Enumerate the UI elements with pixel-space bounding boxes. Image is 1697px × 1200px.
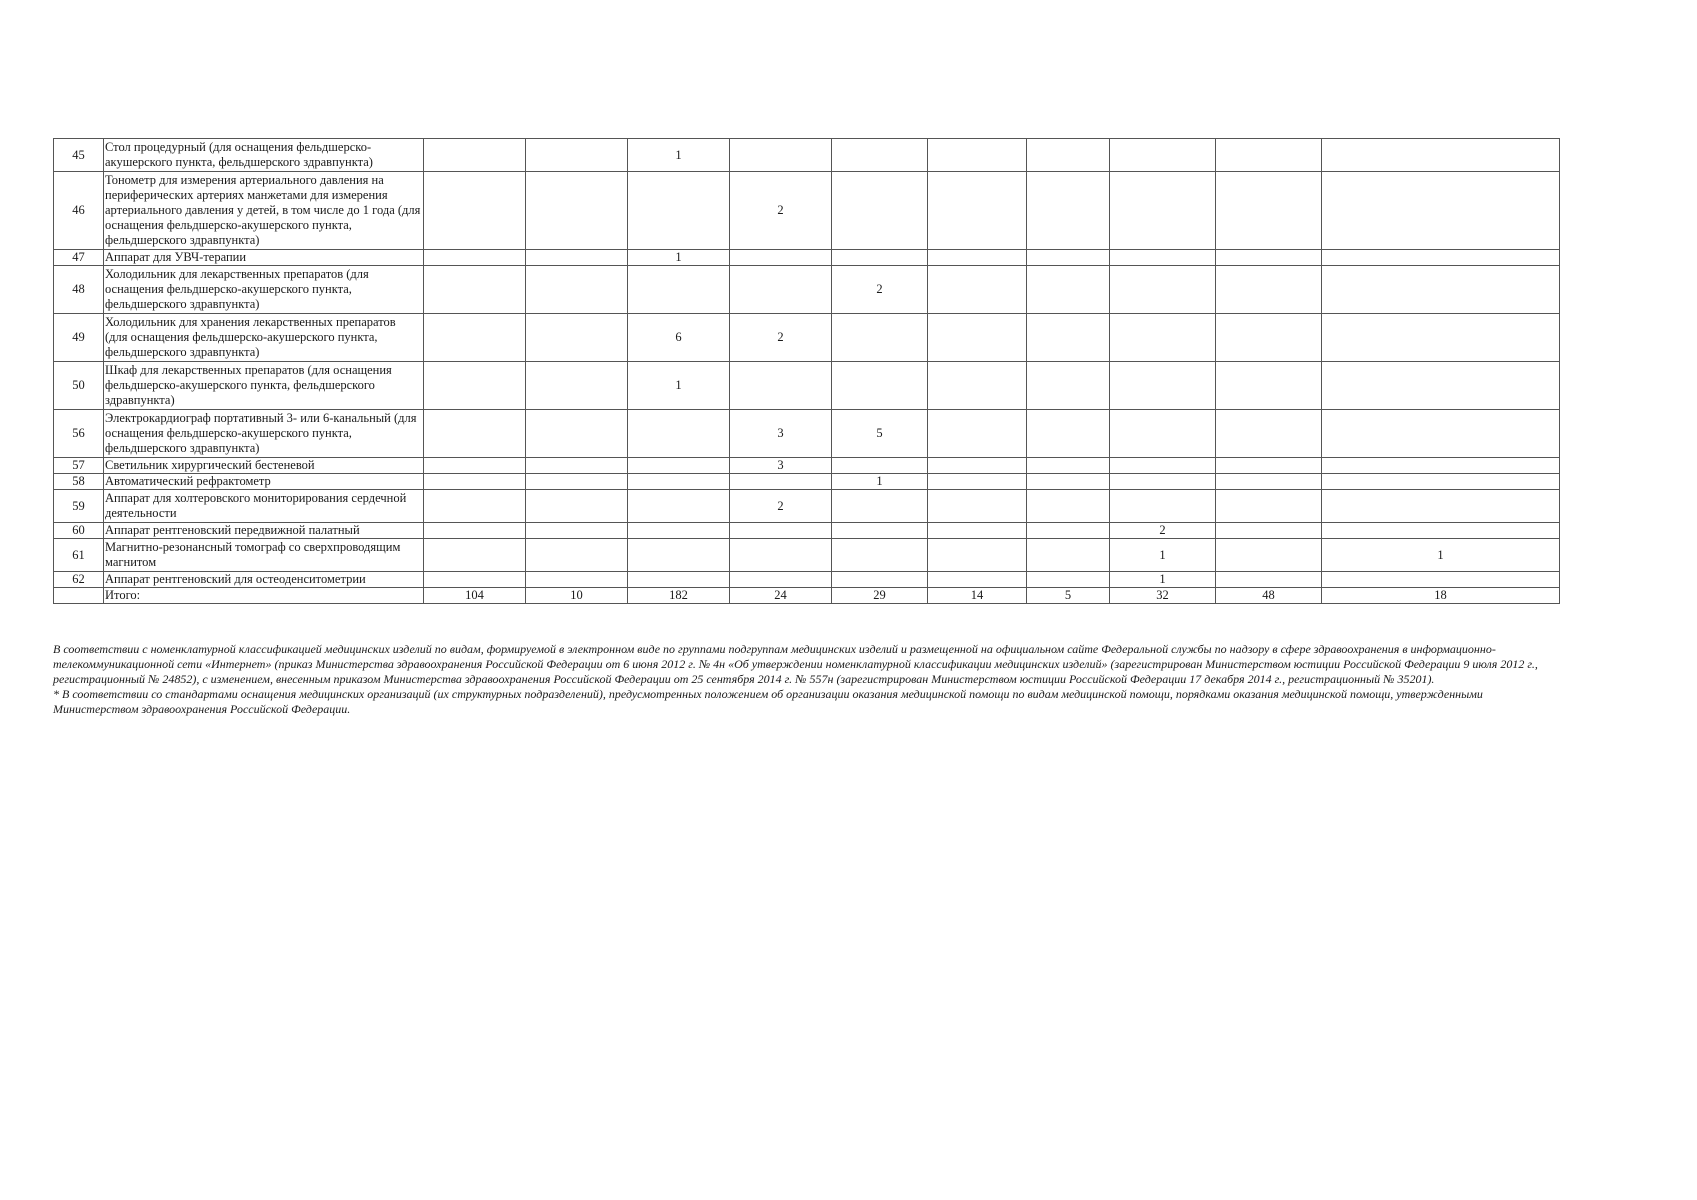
quantity-cell [730,139,832,172]
total-cell: 5 [1027,588,1110,604]
quantity-cell [832,362,928,410]
quantity-cell [928,172,1027,250]
quantity-cell [1110,474,1216,490]
table-row [54,490,1560,523]
quantity-cell [628,523,730,539]
quantity-cell [1216,314,1322,362]
quantity-cell [1110,362,1216,410]
quantity-cell [1322,458,1560,474]
table-row [54,572,1560,588]
quantity-cell [832,539,928,572]
row-number: 56 [54,410,104,458]
quantity-cell [1216,266,1322,314]
quantity-cell [1027,139,1110,172]
quantity-cell [1216,139,1322,172]
row-number: 60 [54,523,104,539]
equipment-name: Аппарат рентгеновский для остеоденситометрии [104,572,424,588]
quantity-cell [526,410,628,458]
quantity-cell [1322,490,1560,523]
quantity-cell [928,139,1027,172]
quantity-cell [1322,266,1560,314]
table-row [54,362,1560,410]
table-row [54,266,1560,314]
quantity-cell: 2 [832,266,928,314]
quantity-cell [1216,474,1322,490]
total-row-number [54,588,104,604]
quantity-cell [1027,474,1110,490]
quantity-cell [1216,410,1322,458]
quantity-cell [628,172,730,250]
table-row [54,523,1560,539]
quantity-cell [832,250,928,266]
quantity-cell [424,266,526,314]
table-row [54,458,1560,474]
quantity-cell: 6 [628,314,730,362]
quantity-cell [424,474,526,490]
quantity-cell [1216,572,1322,588]
total-cell: 48 [1216,588,1322,604]
total-cell: 29 [832,588,928,604]
quantity-cell [832,139,928,172]
quantity-cell [424,314,526,362]
quantity-cell [730,572,832,588]
quantity-cell [1027,490,1110,523]
quantity-cell: 5 [832,410,928,458]
quantity-cell [628,474,730,490]
quantity-cell [1216,362,1322,410]
quantity-cell [424,490,526,523]
quantity-cell [928,314,1027,362]
quantity-cell [928,266,1027,314]
total-cell: 10 [526,588,628,604]
equipment-name: Аппарат для холтеровского мониторирования сердечной деятельности [104,490,424,523]
total-label: Итого: [104,588,424,604]
quantity-cell [1027,250,1110,266]
equipment-table-wrapper [53,138,1559,604]
total-row [54,588,1560,604]
quantity-cell [928,572,1027,588]
row-number: 59 [54,490,104,523]
quantity-cell [526,572,628,588]
quantity-cell [1322,250,1560,266]
row-number: 61 [54,539,104,572]
quantity-cell [628,572,730,588]
quantity-cell [1322,410,1560,458]
quantity-cell [424,410,526,458]
quantity-cell [832,458,928,474]
quantity-cell [424,250,526,266]
quantity-cell [1322,572,1560,588]
quantity-cell [928,539,1027,572]
equipment-name: Холодильник для хранения лекарственных препаратов (для оснащения фельдшерско-акушерского пункта, фельдшерского здравпункта) [104,314,424,362]
row-number: 47 [54,250,104,266]
total-cell: 32 [1110,588,1216,604]
equipment-name: Шкаф для лекарственных препаратов (для оснащения фельдшерско-акушерского пункта, фельдшерского здравпункта) [104,362,424,410]
quantity-cell [730,474,832,490]
quantity-cell: 1 [1110,572,1216,588]
quantity-cell [832,314,928,362]
quantity-cell [526,362,628,410]
equipment-name: Автоматический рефрактометр [104,474,424,490]
row-number: 58 [54,474,104,490]
quantity-cell [1110,458,1216,474]
quantity-cell [526,314,628,362]
quantity-cell [928,250,1027,266]
quantity-cell: 2 [1110,523,1216,539]
quantity-cell [424,539,526,572]
quantity-cell [1216,523,1322,539]
quantity-cell [1110,266,1216,314]
quantity-cell [424,172,526,250]
row-number: 49 [54,314,104,362]
quantity-cell [1110,410,1216,458]
quantity-cell [730,523,832,539]
quantity-cell [526,172,628,250]
quantity-cell [628,539,730,572]
quantity-cell [628,490,730,523]
quantity-cell [832,572,928,588]
quantity-cell [1110,490,1216,523]
row-number: 50 [54,362,104,410]
quantity-cell [1322,172,1560,250]
quantity-cell [730,250,832,266]
total-cell: 18 [1322,588,1560,604]
quantity-cell [424,362,526,410]
quantity-cell: 3 [730,410,832,458]
quantity-cell [928,474,1027,490]
quantity-cell [1216,539,1322,572]
quantity-cell: 1 [628,250,730,266]
quantity-cell [1110,250,1216,266]
quantity-cell [1110,139,1216,172]
quantity-cell [526,266,628,314]
total-cell: 14 [928,588,1027,604]
quantity-cell [928,362,1027,410]
quantity-cell [1322,362,1560,410]
table-row [54,539,1560,572]
quantity-cell [1027,458,1110,474]
quantity-cell [730,266,832,314]
row-number: 62 [54,572,104,588]
quantity-cell [424,523,526,539]
equipment-name: Холодильник для лекарственных препаратов (для оснащения фельдшерско-акушерского пункта, фельдшерского здравпункта) [104,266,424,314]
equipment-name: Светильник хирургический бестеневой [104,458,424,474]
quantity-cell [628,410,730,458]
quantity-cell [424,458,526,474]
quantity-cell: 2 [730,314,832,362]
quantity-cell [1027,172,1110,250]
quantity-cell [832,490,928,523]
equipment-name: Аппарат рентгеновский передвижной палатный [104,523,424,539]
quantity-cell: 1 [628,362,730,410]
quantity-cell [1322,314,1560,362]
equipment-name: Электрокардиограф портативный 3- или 6-канальный (для оснащения фельдшерско-акушерского пункта, фельдшерского здравпункта) [104,410,424,458]
row-number: 48 [54,266,104,314]
total-cell: 182 [628,588,730,604]
quantity-cell [928,523,1027,539]
quantity-cell: 2 [730,172,832,250]
quantity-cell [526,539,628,572]
quantity-cell [1110,314,1216,362]
quantity-cell [1322,474,1560,490]
table-row [54,139,1560,172]
quantity-cell: 1 [1110,539,1216,572]
equipment-name: Тонометр для измерения артериального давления на периферических артериях манжетами для измерения артериального давления у детей, в том числе до 1 года (для оснащения фельдшерско-акушерского пункта, фельдшерского здравпункта) [104,172,424,250]
quantity-cell [526,490,628,523]
quantity-cell [1216,250,1322,266]
equipment-name: Аппарат для УВЧ-терапии [104,250,424,266]
quantity-cell [1027,572,1110,588]
table-row [54,410,1560,458]
quantity-cell [526,523,628,539]
row-number: 46 [54,172,104,250]
quantity-cell [1027,410,1110,458]
quantity-cell [1322,139,1560,172]
equipment-table [53,138,1560,604]
quantity-cell [1110,172,1216,250]
quantity-cell [928,490,1027,523]
table-row [54,250,1560,266]
quantity-cell: 3 [730,458,832,474]
quantity-cell [424,139,526,172]
quantity-cell [832,523,928,539]
quantity-cell [526,458,628,474]
quantity-cell [1027,314,1110,362]
quantity-cell [730,362,832,410]
table-row [54,474,1560,490]
table-row [54,314,1560,362]
quantity-cell [1027,523,1110,539]
row-number: 57 [54,458,104,474]
total-cell: 24 [730,588,832,604]
quantity-cell [1027,539,1110,572]
table-row [54,172,1560,250]
quantity-cell [730,539,832,572]
footnote-standards: * В соответствии со стандартами оснащения медицинских организаций (их структурных подразделений), предусмотренных положением об организации оказания медицинской помощи по видам медицинской помощи, порядками оказания медицинской помощи, утвержденными Министерством здравоохранения Российской Федерации. [53,687,1483,716]
quantity-cell: 1 [1322,539,1560,572]
row-number: 45 [54,139,104,172]
quantity-cell [1322,523,1560,539]
quantity-cell [1027,266,1110,314]
equipment-name: Стол процедурный (для оснащения фельдшерско-акушерского пункта, фельдшерского здравпункта) [104,139,424,172]
quantity-cell [928,458,1027,474]
equipment-name: Магнитно-резонансный томограф со сверхпроводящим магнитом [104,539,424,572]
quantity-cell [1216,172,1322,250]
quantity-cell [526,250,628,266]
footnote-classification: В соответствии с номенклатурной классификацией медицинских изделий по видам, формируемой в электронном виде по группами подгруппам медицинских изделий и размещенной на официальном сайте Федеральной службы по надзору в сфере здравоохранения в информационно-телекоммуникационной сети «Интернет» (приказ Министерства здравоохранения Российской Федерации от 6 июня 2012 г. № 4н «Об утверждении номенклатурной классификации медицинских изделий» (зарегистрирован Министерством юстиции Российской Федерации 9 июля 2012 г., регистрационный № 24852), с изменением, внесенным приказом Министерства здравоохранения Российской Федерации от 25 сентября 2014 г. № 557н (зарегистрирован Министерством юстиции Российской Федерации 17 декабря 2014 г., регистрационный № 35201). [53,642,1538,686]
quantity-cell [424,572,526,588]
quantity-cell: 1 [628,139,730,172]
quantity-cell [1216,458,1322,474]
quantity-cell [628,266,730,314]
quantity-cell [1216,490,1322,523]
quantity-cell: 1 [832,474,928,490]
footnotes [53,642,1559,717]
total-cell: 104 [424,588,526,604]
quantity-cell [628,458,730,474]
quantity-cell [526,139,628,172]
quantity-cell: 2 [730,490,832,523]
quantity-cell [928,410,1027,458]
quantity-cell [1027,362,1110,410]
quantity-cell [832,172,928,250]
quantity-cell [526,474,628,490]
